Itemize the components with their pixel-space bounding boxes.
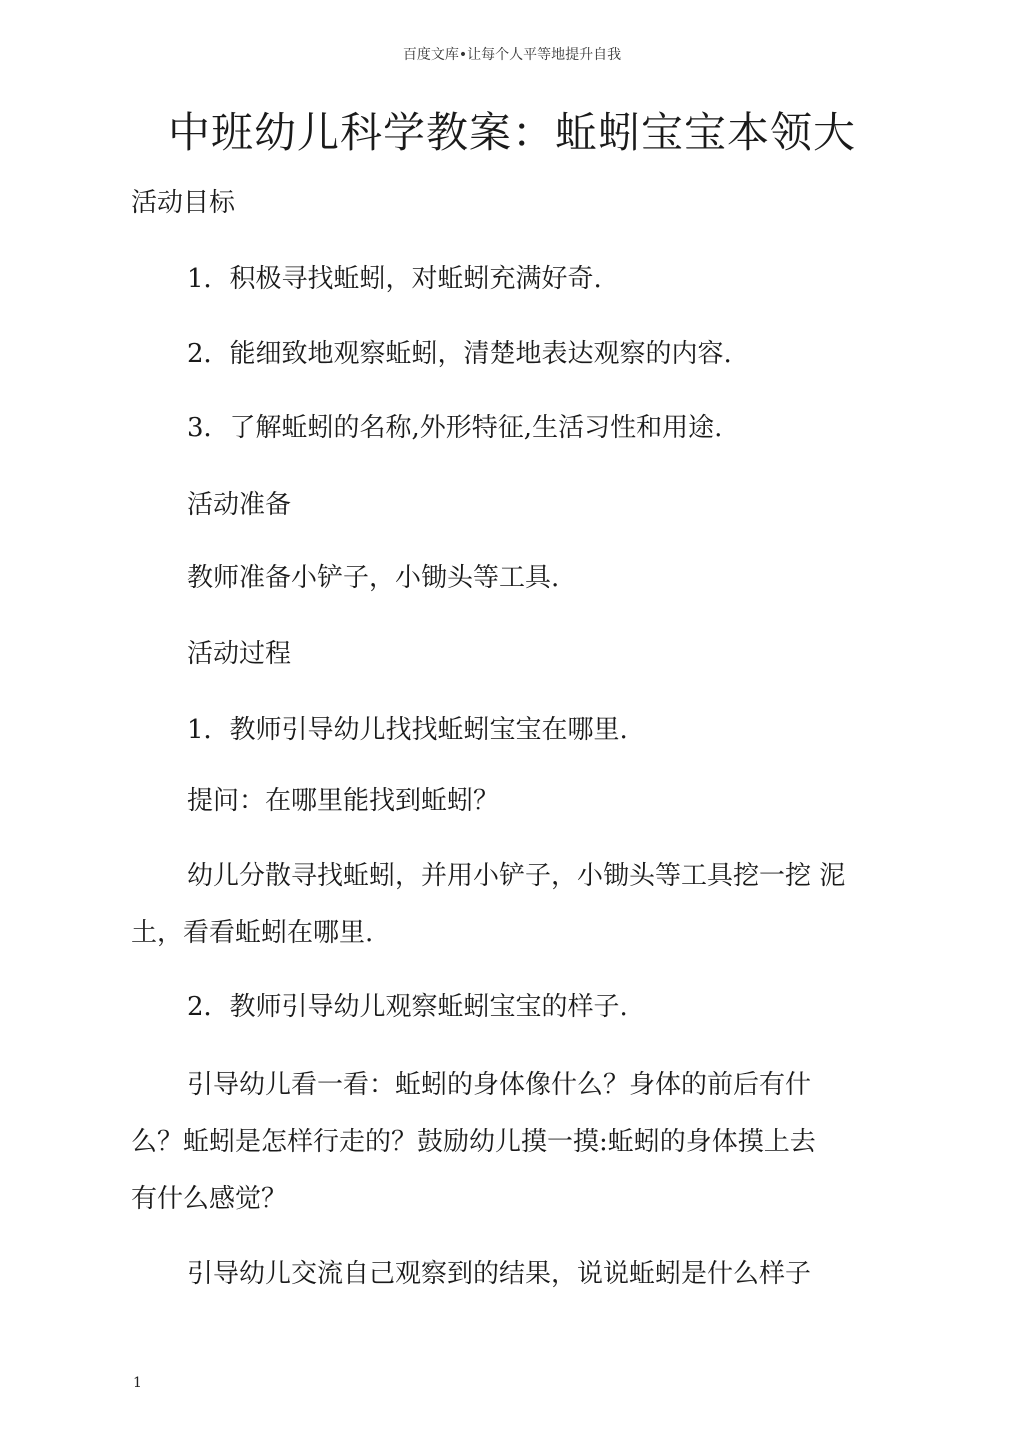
page-header: 百度文库•让每个人平等地提升自我: [402, 47, 622, 63]
page-number: 1: [133, 1375, 142, 1391]
paragraph-line: 引导幼儿看一看：蚯蚓的身体像什么？身体的前后有什: [187, 1070, 812, 1100]
paragraph-line: 么？蚯蚓是怎样行走的？鼓励幼儿摸一摸:蚯蚓的身体摸上去: [131, 1127, 816, 1157]
document-title: 中班幼儿科学教案：蚯蚓宝宝本领大: [167, 108, 856, 157]
goal-item: 2．能细致地观察蚯蚓，清楚地表达观察的内容.: [187, 339, 732, 369]
paragraph-line: 有什么感觉？: [131, 1184, 288, 1214]
paragraph-line: 土，看看蚯蚓在哪里.: [131, 918, 374, 948]
process-step: 2．教师引导幼儿观察蚯蚓宝宝的样子.: [187, 992, 628, 1022]
goal-item: 3．了解蚯蚓的名称,外形特征,生活习性和用途.: [187, 413, 723, 443]
goals-heading: 活动目标: [131, 188, 236, 218]
paragraph-line: 引导幼儿交流自己观察到的结果，说说蚯蚓是什么样子: [187, 1259, 812, 1289]
prep-heading: 活动准备: [187, 490, 292, 520]
prep-text: 教师准备小铲子，小锄头等工具.: [187, 563, 560, 593]
goal-item: 1．积极寻找蚯蚓，对蚯蚓充满好奇.: [187, 264, 602, 294]
process-heading: 活动过程: [187, 639, 292, 669]
paragraph-line: 幼儿分散寻找蚯蚓，并用小铲子，小锄头等工具挖一挖 泥: [187, 861, 846, 891]
question-text: 提问：在哪里能找到蚯蚓？: [187, 786, 500, 816]
process-step: 1．教师引导幼儿找找蚯蚓宝宝在哪里.: [187, 715, 628, 745]
